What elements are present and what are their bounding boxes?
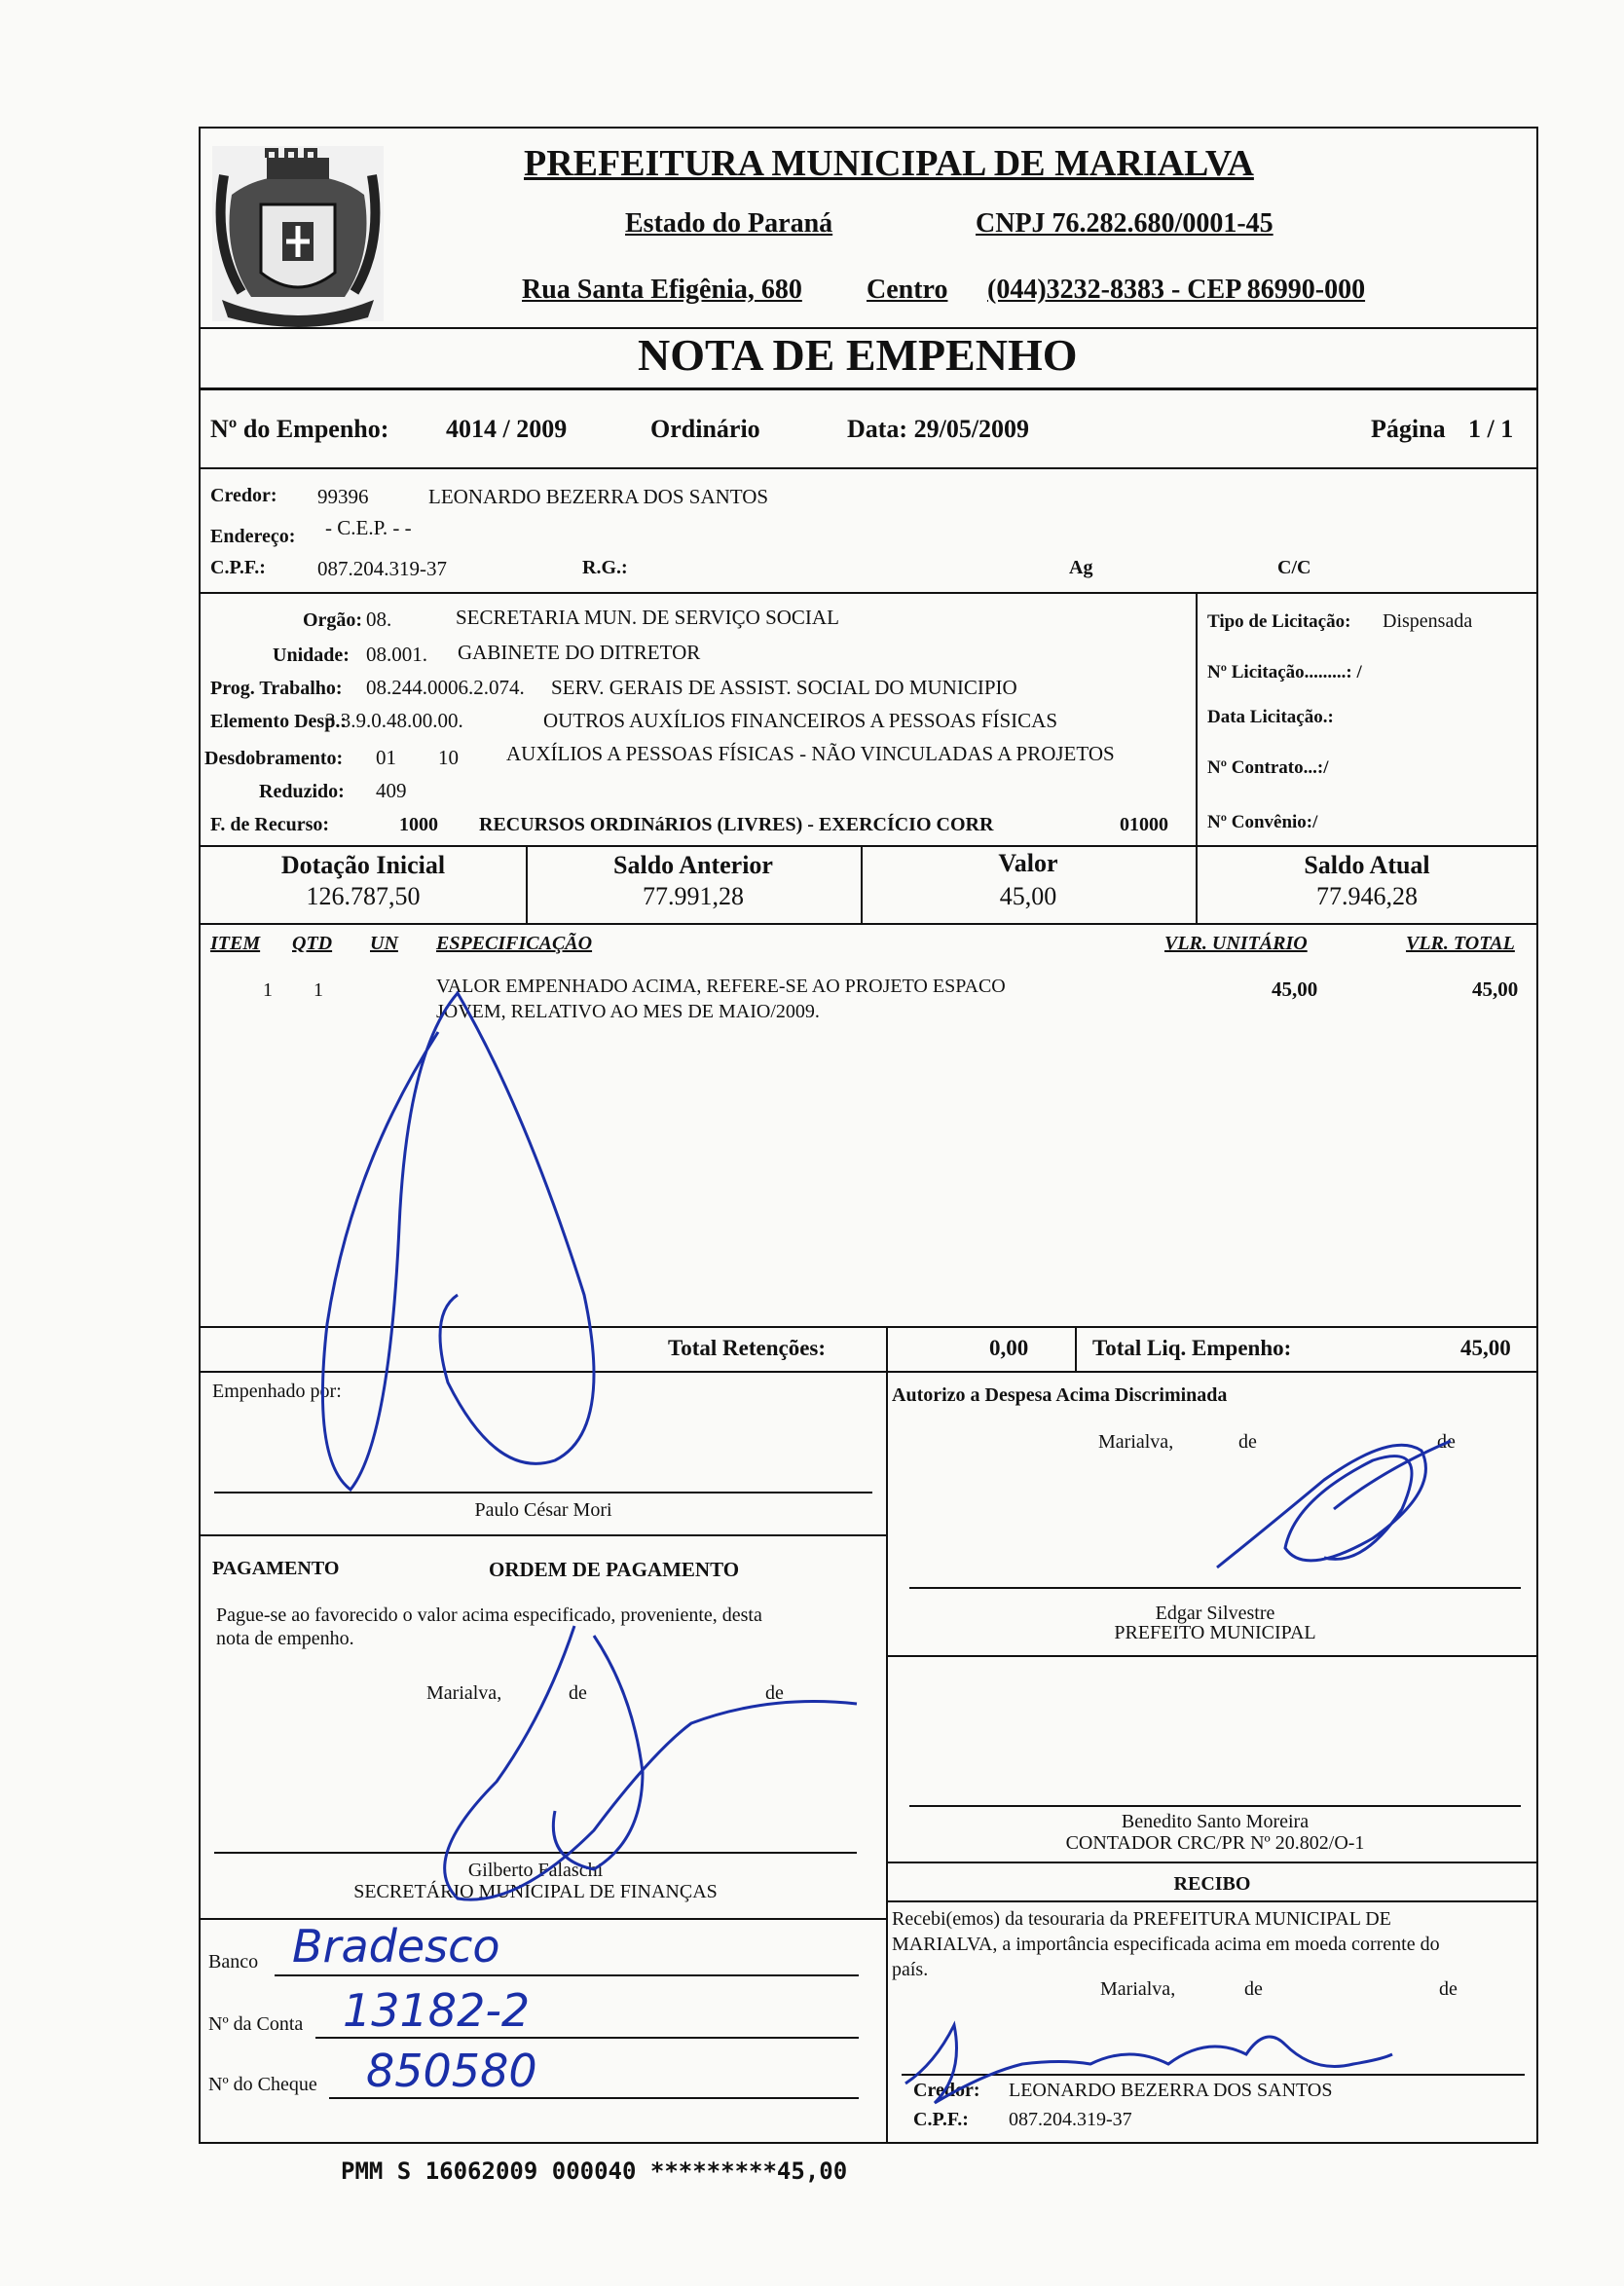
pagamento-city: Marialva, [426,1682,502,1704]
data-licitacao: Data Licitação.: [1207,707,1334,727]
divider [886,1655,1538,1657]
credor-name: LEONARDO BEZERRA DOS SANTOS [428,485,769,508]
saldo-anterior-value: 77.991,28 [643,882,744,910]
orgao-name: SECRETARIA MUN. DE SERVIÇO SOCIAL [456,606,839,629]
page-number: 1 / 1 [1468,415,1514,443]
tipo-licitacao-label: Tipo de Licitação: [1207,611,1351,632]
recibo-text-line3: país. [892,1959,929,1980]
signature-scribble [1207,1421,1460,1597]
item-spec-line1: VALOR EMPENHADO ACIMA, REFERE-SE AO PROJETO ESPACO [436,976,1006,997]
divider [1196,592,1198,845]
contador-role: CONTADOR CRC/PR Nº 20.802/O-1 [1065,1832,1365,1854]
orgao-label: Orgão: [303,609,363,631]
recibo-title: RECIBO [1173,1873,1251,1895]
recibo-de1: de [1244,1978,1263,2000]
liquido-label: Total Liq. Empenho: [1092,1336,1292,1360]
numero-licitacao: Nº Licitação.........: / [1207,662,1362,682]
elem-name: OUTROS AUXÍLIOS FINANCEIROS A PESSOAS FÍSICAS [543,709,1058,732]
saldo-anterior-label: Saldo Anterior [613,851,773,879]
autorizo-de1: de [1238,1431,1257,1453]
pagamento-name: Gilberto Falaschi [467,1860,604,1881]
divider [199,387,1538,390]
footer-stamp: PMM S 16062009 000040 *********45,00 [341,2157,848,2185]
retencoes-value: 0,00 [989,1336,1029,1360]
desd-name: AUXÍLIOS A PESSOAS FÍSICAS - NÃO VINCULADAS A PROJETOS [506,742,1115,765]
signature-scribble [399,1616,867,1908]
district: Centro [867,275,948,305]
divider [886,1371,888,2144]
conta-handwritten: 13182-2 [343,1984,531,2037]
orgao-code: 08. [366,608,392,631]
address: Rua Santa Efigênia, 680 [522,275,802,305]
divider [199,592,1538,594]
recibo-city: Marialva, [1100,1978,1176,2000]
municipality-title: PREFEITURA MUNICIPAL DE MARIALVA [524,143,1254,184]
liquido-value: 45,00 [1460,1336,1511,1360]
recurso-label: F. de Recurso: [210,814,330,835]
desd-code2: 10 [438,746,459,769]
phone-cep: (044)3232-8383 - CEP 86990-000 [987,275,1366,305]
address-value: - C.E.P. - - [325,516,412,539]
field-line [275,1974,859,1976]
credor-code: 99396 [317,485,369,508]
cpf-value: 087.204.319-37 [317,557,447,580]
col-qtd: QTD [292,933,333,954]
coat-of-arms-logo [203,136,393,331]
autorizo-role: PREFEITO MUNICIPAL [1114,1622,1316,1643]
prog-label: Prog. Trabalho: [210,678,343,699]
col-especificacao: ESPECIFICAÇÃO [436,933,593,954]
autorizo-city: Marialva, [1098,1431,1174,1453]
banco-label: Banco [208,1951,259,1973]
desd-code1: 01 [376,746,396,769]
signature-scribble [292,974,623,1499]
item-qtd: 1 [314,979,323,1001]
autorizo-label: Autorizo a Despesa Acima Discriminada [892,1384,1228,1406]
field-line [329,2097,859,2099]
recurso-code2: 01000 [1120,814,1168,835]
empenho-type: Ordinário [650,415,760,443]
rg-label: R.G.: [582,557,628,578]
pagamento-role: SECRETÁRIO MUNICIPAL DE FINANÇAS [353,1881,718,1902]
state-name: Estado do Paraná [625,208,833,239]
col-item: ITEM [210,933,261,954]
col-vlr-total: VLR. TOTAL [1406,933,1515,954]
divider [199,845,1538,847]
conta-label: Nº da Conta [208,2013,304,2035]
empenhado-label: Empenhado por: [212,1381,342,1402]
elem-label: Elemento Desp.: [210,711,347,732]
doc-title: NOTA DE EMPENHO [638,330,1078,380]
ag-label: Ag [1069,557,1093,578]
address-label: Endereço: [210,526,296,547]
reduzido-code: 409 [376,779,407,802]
cheque-label: Nº do Cheque [208,2074,317,2095]
cpf-label: C.P.F.: [210,557,266,578]
field-line [315,2037,859,2039]
divider [199,1534,886,1536]
prog-code: 08.244.0006.2.074. [366,676,525,699]
retencoes-label: Total Retenções: [668,1336,827,1360]
unidade-code: 08.001. [366,643,427,666]
cheque-handwritten: 850580 [366,2045,537,2097]
recibo-de2: de [1439,1978,1458,2000]
item-spec-line2: JOVEM, RELATIVO AO MES DE MAIO/2009. [436,1001,820,1022]
unidade-label: Unidade: [273,645,350,666]
empenho-date: Data: 29/05/2009 [847,415,1030,443]
autorizo-de2: de [1437,1431,1456,1453]
saldo-atual-label: Saldo Atual [1304,851,1430,879]
col-vlr-unitario: VLR. UNITÁRIO [1164,933,1308,954]
cc-label: C/C [1277,557,1311,578]
divider [199,923,1538,925]
recibo-cpf-label: C.P.F.: [913,2109,969,2130]
prog-name: SERV. GERAIS DE ASSIST. SOCIAL DO MUNICIPIO [551,676,1017,699]
banco-handwritten: Bradesco [292,1920,500,1973]
cnpj: CNPJ 76.282.680/0001-45 [976,208,1273,239]
tipo-licitacao: Dispensada [1383,610,1473,632]
pagamento-de1: de [569,1682,587,1704]
saldo-atual-value: 77.946,28 [1316,882,1418,910]
valor-value: 45,00 [999,882,1057,910]
recurso-name: RECURSOS ORDINáRIOS (LIVRES) - EXERCÍCIO CORR [479,814,994,835]
recibo-text-line2: MARIALVA, a importância especificada acima em moeda corrente do [892,1934,1440,1955]
empenho-label: Nº do Empenho: [210,415,389,443]
page-label: Página [1371,415,1446,443]
dotacao-label: Dotação Inicial [280,851,446,879]
item-number: 1 [263,979,273,1001]
pagamento-label: PAGAMENTO [212,1558,340,1579]
autorizo-name: Edgar Silvestre [1155,1603,1275,1624]
divider [886,1862,1538,1863]
divider [886,1326,888,1371]
item-unit-value: 45,00 [1272,977,1318,1001]
signature-scribble [896,2006,1402,2113]
recibo-credor-label: Credor: [913,2080,980,2101]
contador-name: Benedito Santo Moreira [1121,1811,1310,1832]
signature-line [909,1805,1521,1807]
dotacao-value: 126.787,50 [306,882,421,910]
col-un: UN [370,933,398,954]
divider [1075,1326,1077,1371]
recibo-credor-name: LEONARDO BEZERRA DOS SANTOS [1009,2080,1333,2101]
desd-label: Desdobramento: [204,748,344,769]
pagamento-text-line1: Pague-se ao favorecido o valor acima especificado, proveniente, desta [216,1604,762,1626]
divider [886,1900,1538,1902]
credor-label: Credor: [210,485,277,506]
recibo-cpf: 087.204.319-37 [1009,2109,1132,2130]
unidade-name: GABINETE DO DITRETOR [458,641,701,664]
valor-label: Valor [998,849,1058,877]
pagamento-text-line2: nota de empenho. [216,1628,354,1649]
divider [199,467,1538,469]
item-total-value: 45,00 [1472,977,1519,1001]
elem-code: 3.3.9.0.48.00.00. [325,709,463,732]
pagamento-de2: de [765,1682,784,1704]
recibo-text-line1: Recebi(emos) da tesouraria da PREFEITURA MUNICIPAL DE [892,1908,1391,1930]
numero-convenio: Nº Convênio:/ [1207,812,1318,832]
reduzido-label: Reduzido: [259,781,345,802]
empenhado-name: Paulo César Mori [474,1499,612,1521]
recurso-code: 1000 [399,814,438,835]
numero-contrato: Nº Contrato...:/ [1207,757,1329,778]
ordem-pagamento-label: ORDEM DE PAGAMENTO [489,1558,740,1581]
empenho-number: 4014 / 2009 [446,415,568,443]
